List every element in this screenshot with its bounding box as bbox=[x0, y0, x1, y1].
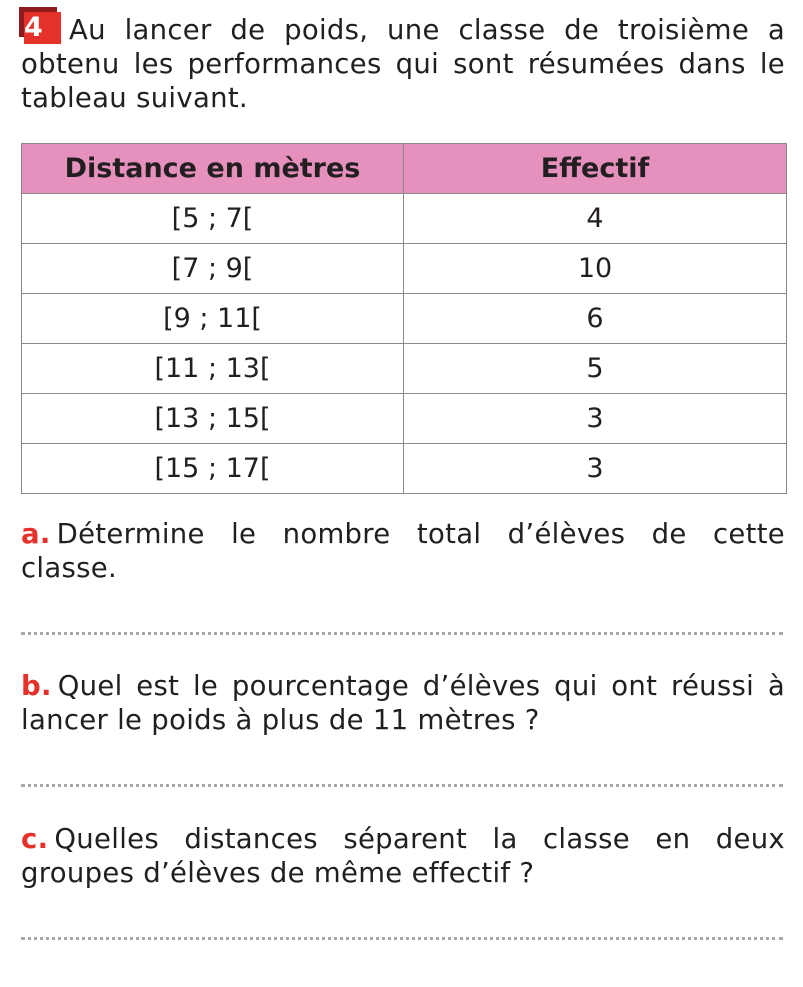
question-text: Quel est le pourcentage d’élèves qui ont réussi à lancer le poids à plus de 11 mètres ? bbox=[21, 670, 785, 736]
effectif-cell: 3 bbox=[404, 444, 787, 494]
table-row bbox=[22, 244, 787, 294]
question-b bbox=[21, 669, 785, 737]
table-row bbox=[22, 344, 787, 394]
intro-text: Au lancer de poids, une classe de troisième a obtenu les performances qui sont résumées dans le tableau suivant. bbox=[21, 14, 785, 114]
table-row bbox=[22, 444, 787, 494]
question-letter: c. bbox=[21, 823, 49, 855]
question-letter: b. bbox=[21, 670, 52, 702]
distance-cell: [11 ; 13[ bbox=[22, 344, 404, 394]
answer-line-c[interactable] bbox=[21, 937, 783, 940]
question-a bbox=[21, 517, 785, 585]
performance-table bbox=[21, 143, 787, 494]
question-c bbox=[21, 822, 785, 890]
table-row bbox=[22, 294, 787, 344]
header-effectif: Effectif bbox=[404, 144, 787, 194]
table-row bbox=[22, 394, 787, 444]
distance-cell: [13 ; 15[ bbox=[22, 394, 404, 444]
answer-line-b[interactable] bbox=[21, 784, 783, 787]
header-distance: Distance en mètres bbox=[22, 144, 404, 194]
question-letter: a. bbox=[21, 518, 51, 550]
effectif-cell: 4 bbox=[404, 194, 787, 244]
effectif-cell: 10 bbox=[404, 244, 787, 294]
effectif-cell: 3 bbox=[404, 394, 787, 444]
distance-cell: [9 ; 11[ bbox=[22, 294, 404, 344]
exercise-number-badge bbox=[21, 12, 63, 44]
table-header-row bbox=[22, 144, 787, 194]
exercise-number: 4 bbox=[24, 12, 61, 44]
distance-cell: [5 ; 7[ bbox=[22, 194, 404, 244]
question-text: Détermine le nombre total d’élèves de cette classe. bbox=[21, 518, 785, 584]
table-row bbox=[22, 194, 787, 244]
exercise-intro bbox=[21, 12, 785, 115]
effectif-cell: 6 bbox=[404, 294, 787, 344]
effectif-cell: 5 bbox=[404, 344, 787, 394]
distance-cell: [15 ; 17[ bbox=[22, 444, 404, 494]
question-text: Quelles distances séparent la classe en deux groupes d’élèves de même effectif ? bbox=[21, 823, 785, 889]
distance-cell: [7 ; 9[ bbox=[22, 244, 404, 294]
answer-line-a[interactable] bbox=[21, 632, 783, 635]
